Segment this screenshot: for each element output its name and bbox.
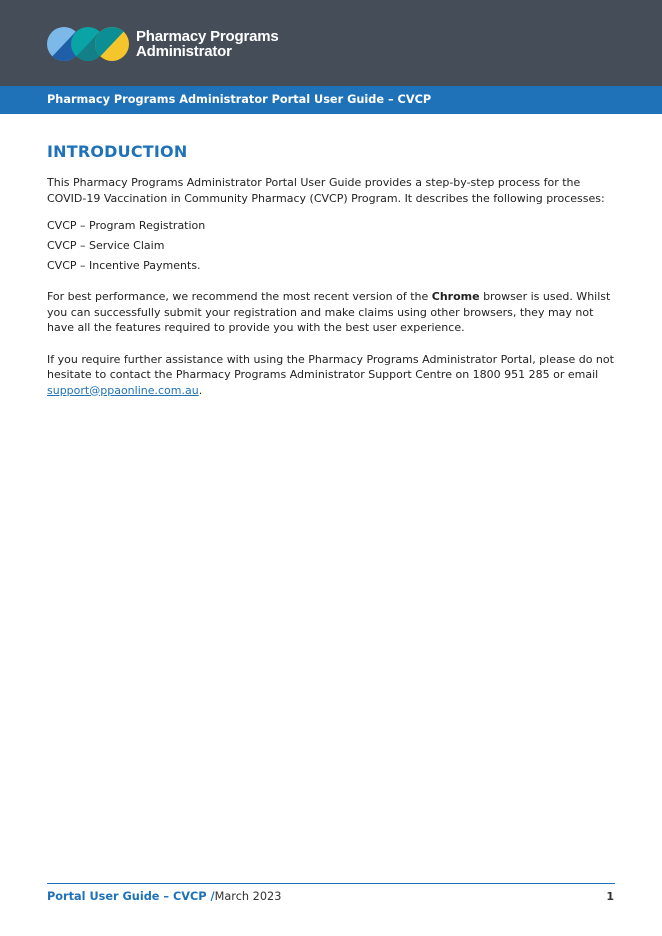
browser-text-end: browser is used. Whilst you can successfully submit your registration and make claims using other browsers, they may not have all the features required to provide you with the best user experience.	[47, 290, 611, 334]
document-title: Pharmacy Programs Administrator Portal User Guide – CVCP	[47, 93, 432, 106]
header-band	[0, 0, 662, 86]
intro-paragraph: This Pharmacy Programs Administrator Portal User Guide provides a step-by-step process for the COVID-19 Vaccination in Community Pharmacy (CVCP) Program. It describes the following processes:	[47, 176, 605, 205]
process-item-service-claim: CVCP – Service Claim	[47, 239, 165, 252]
assistance-text-end: .	[198, 383, 203, 397]
process-item-incentive-payments: CVCP – Incentive Payments.	[47, 259, 201, 272]
process-list	[47, 218, 615, 273]
footer-date: March 2023	[214, 890, 282, 903]
logo-wordmark	[136, 29, 279, 59]
logo-line-1: Pharmacy Programs	[136, 28, 279, 45]
page-number: 1	[606, 890, 614, 903]
main-content	[47, 142, 615, 398]
browser-name: Chrome	[431, 290, 480, 303]
logo-circles-icon	[47, 26, 129, 62]
footer-divider	[47, 883, 615, 884]
logo-line-2: Administrator	[136, 43, 232, 60]
document-title-bar	[0, 86, 662, 114]
footer-title: Portal User Guide – CVCP /	[47, 890, 215, 903]
assistance-text: If you require further assistance with using the Pharmacy Programs Administrator Portal, please do not hesitate to contact the Pharmacy Programs Administrator Support Centre on 1800 951 285 or email	[47, 352, 614, 381]
support-email-link[interactable]: support@ppaonline.com.au	[47, 383, 199, 397]
browser-text-start: For best performance, we recommend the most recent version of the	[47, 290, 432, 303]
assistance-paragraph	[47, 352, 615, 399]
ppa-logo	[47, 26, 279, 62]
section-heading: INTRODUCTION	[47, 142, 188, 161]
footer-info	[47, 890, 281, 903]
process-item-registration: CVCP – Program Registration	[47, 219, 206, 232]
browser-paragraph	[47, 289, 615, 336]
